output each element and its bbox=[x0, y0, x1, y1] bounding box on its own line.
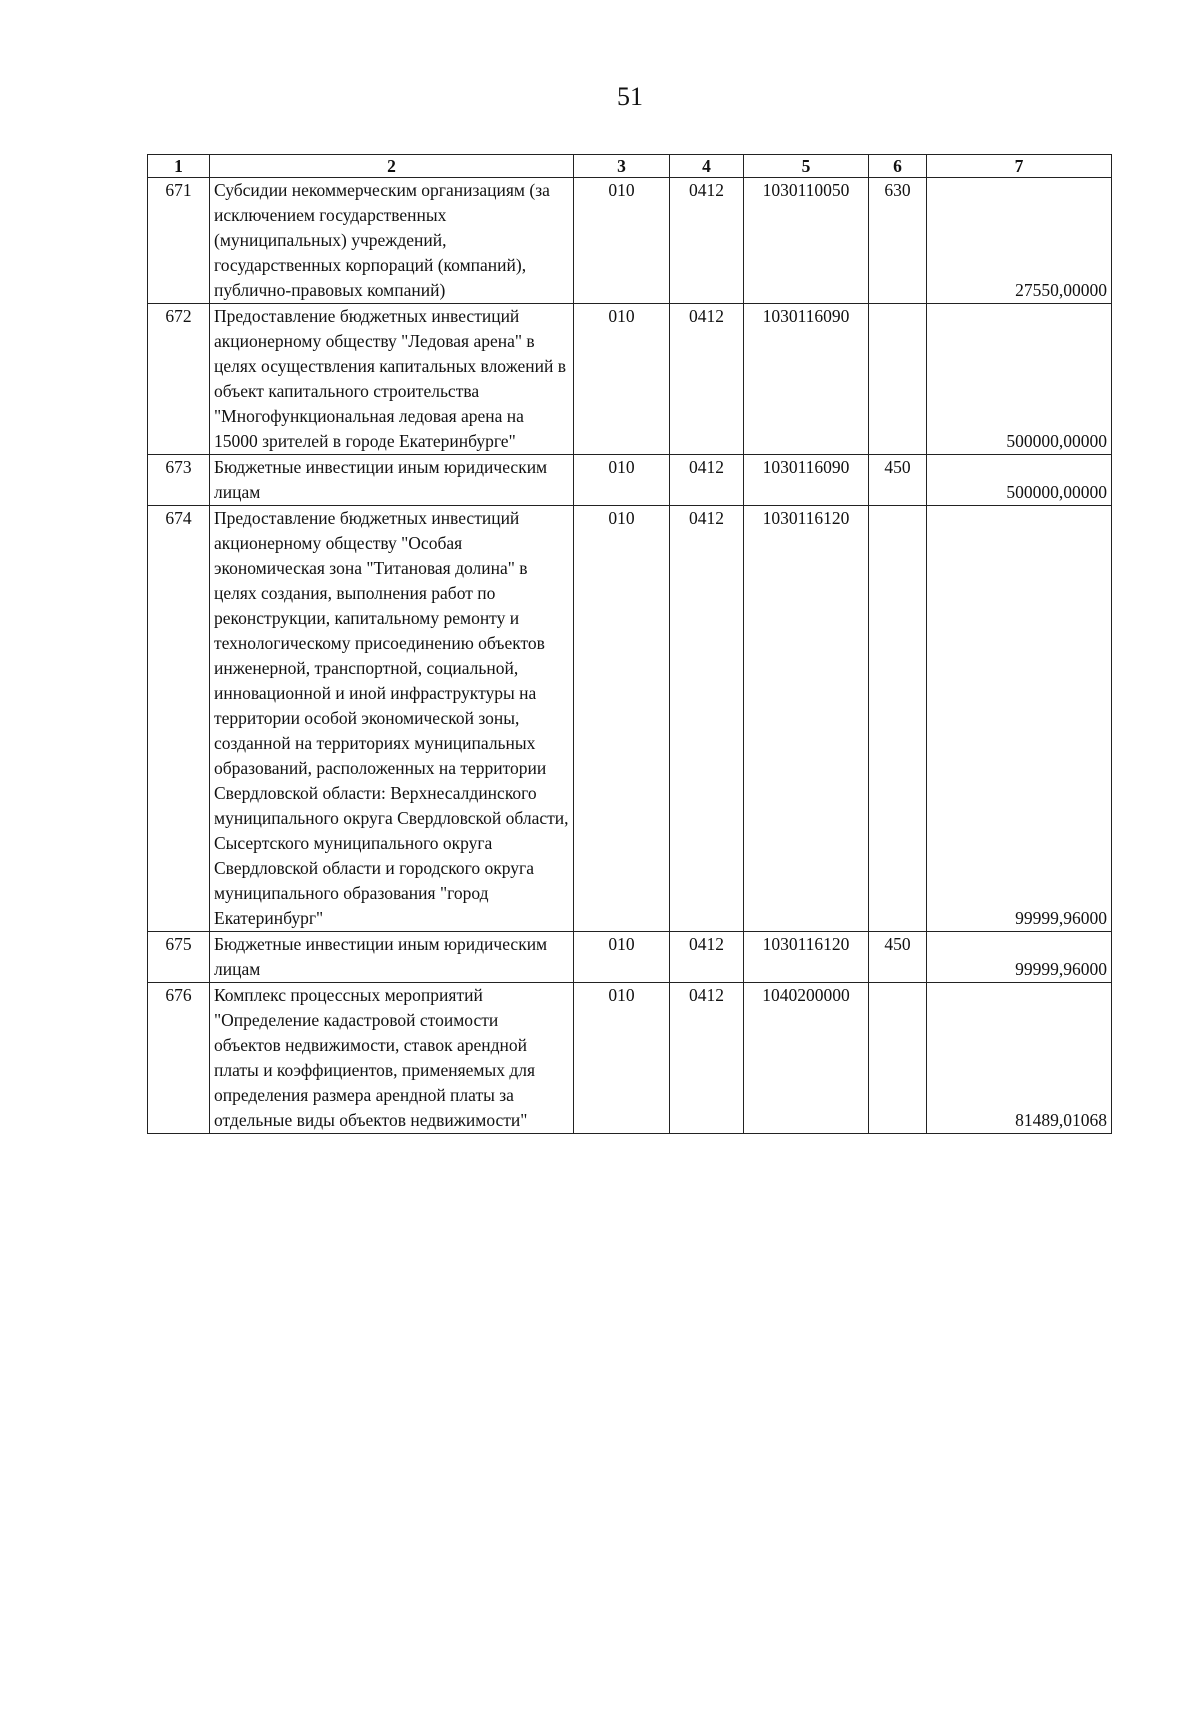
expense-code bbox=[869, 304, 927, 455]
table-row bbox=[148, 178, 1112, 304]
section-code: 0412 bbox=[670, 178, 744, 304]
expense-code bbox=[869, 506, 927, 932]
amount: 500000,00000 bbox=[927, 304, 1112, 455]
budget-table bbox=[147, 154, 1112, 1134]
column-header: 1 bbox=[148, 155, 210, 178]
ministry-code: 010 bbox=[574, 932, 670, 983]
table-row bbox=[148, 983, 1112, 1134]
ministry-code: 010 bbox=[574, 178, 670, 304]
target-code: 1030116090 bbox=[744, 455, 869, 506]
ministry-code: 010 bbox=[574, 304, 670, 455]
row-number: 671 bbox=[148, 178, 210, 304]
row-name: Субсидии некоммерческим организациям (за исключением государственных (муниципальных) учреждений, государственных корпораций (компаний), публично-правовых компаний) bbox=[210, 178, 574, 304]
target-code: 1030110050 bbox=[744, 178, 869, 304]
row-number: 675 bbox=[148, 932, 210, 983]
ministry-code: 010 bbox=[574, 455, 670, 506]
table-row bbox=[148, 932, 1112, 983]
row-number: 676 bbox=[148, 983, 210, 1134]
amount: 99999,96000 bbox=[927, 932, 1112, 983]
column-header: 5 bbox=[744, 155, 869, 178]
table-row bbox=[148, 304, 1112, 455]
row-name: Предоставление бюджетных инвестиций акционерному обществу "Ледовая арена" в целях осуществления капитальных вложений в объект капитального строительства "Многофункциональная ледовая арена на 15000 зрителей в городе Екатеринбурге" bbox=[210, 304, 574, 455]
section-code: 0412 bbox=[670, 932, 744, 983]
target-code: 1030116090 bbox=[744, 304, 869, 455]
amount: 81489,01068 bbox=[927, 983, 1112, 1134]
amount: 27550,00000 bbox=[927, 178, 1112, 304]
row-name: Бюджетные инвестиции иным юридическим лицам bbox=[210, 455, 574, 506]
ministry-code: 010 bbox=[574, 506, 670, 932]
expense-code bbox=[869, 983, 927, 1134]
ministry-code: 010 bbox=[574, 983, 670, 1134]
row-number: 674 bbox=[148, 506, 210, 932]
section-code: 0412 bbox=[670, 506, 744, 932]
section-code: 0412 bbox=[670, 983, 744, 1134]
page-number: 51 bbox=[617, 82, 643, 111]
amount: 99999,96000 bbox=[927, 506, 1112, 932]
row-number: 673 bbox=[148, 455, 210, 506]
table-row bbox=[148, 455, 1112, 506]
column-header: 2 bbox=[210, 155, 574, 178]
table-row bbox=[148, 506, 1112, 932]
row-name: Предоставление бюджетных инвестиций акционерному обществу "Особая экономическая зона "Титановая долина" в целях создания, выполнения работ по реконструкции, капитальному ремонту и технологическому присоединению объектов инженерной, транспортной, социальной, инновационной и иной инфраструктуры на территории особой экономической зоны, созданной на территориях муниципальных образований, расположенных на территории Свердловской области: Верхнесалдинского муниципального округа Свердловской области, Сысертского муниципального округа Свердловской области и городского округа муниципального образования "город Екатеринбург" bbox=[210, 506, 574, 932]
column-header: 7 bbox=[927, 155, 1112, 178]
column-header: 6 bbox=[869, 155, 927, 178]
amount: 500000,00000 bbox=[927, 455, 1112, 506]
target-code: 1030116120 bbox=[744, 932, 869, 983]
target-code: 1030116120 bbox=[744, 506, 869, 932]
section-code: 0412 bbox=[670, 455, 744, 506]
target-code: 1040200000 bbox=[744, 983, 869, 1134]
row-number: 672 bbox=[148, 304, 210, 455]
expense-code: 450 bbox=[869, 455, 927, 506]
row-name: Бюджетные инвестиции иным юридическим лицам bbox=[210, 932, 574, 983]
row-name: Комплекс процессных мероприятий "Определение кадастровой стоимости объектов недвижимости, ставок арендной платы и коэффициентов, применяемых для определения размера арендной платы за отдельные виды объектов недвижимости" bbox=[210, 983, 574, 1134]
column-header: 4 bbox=[670, 155, 744, 178]
column-header: 3 bbox=[574, 155, 670, 178]
section-code: 0412 bbox=[670, 304, 744, 455]
expense-code: 630 bbox=[869, 178, 927, 304]
header-row bbox=[148, 155, 1112, 178]
expense-code: 450 bbox=[869, 932, 927, 983]
